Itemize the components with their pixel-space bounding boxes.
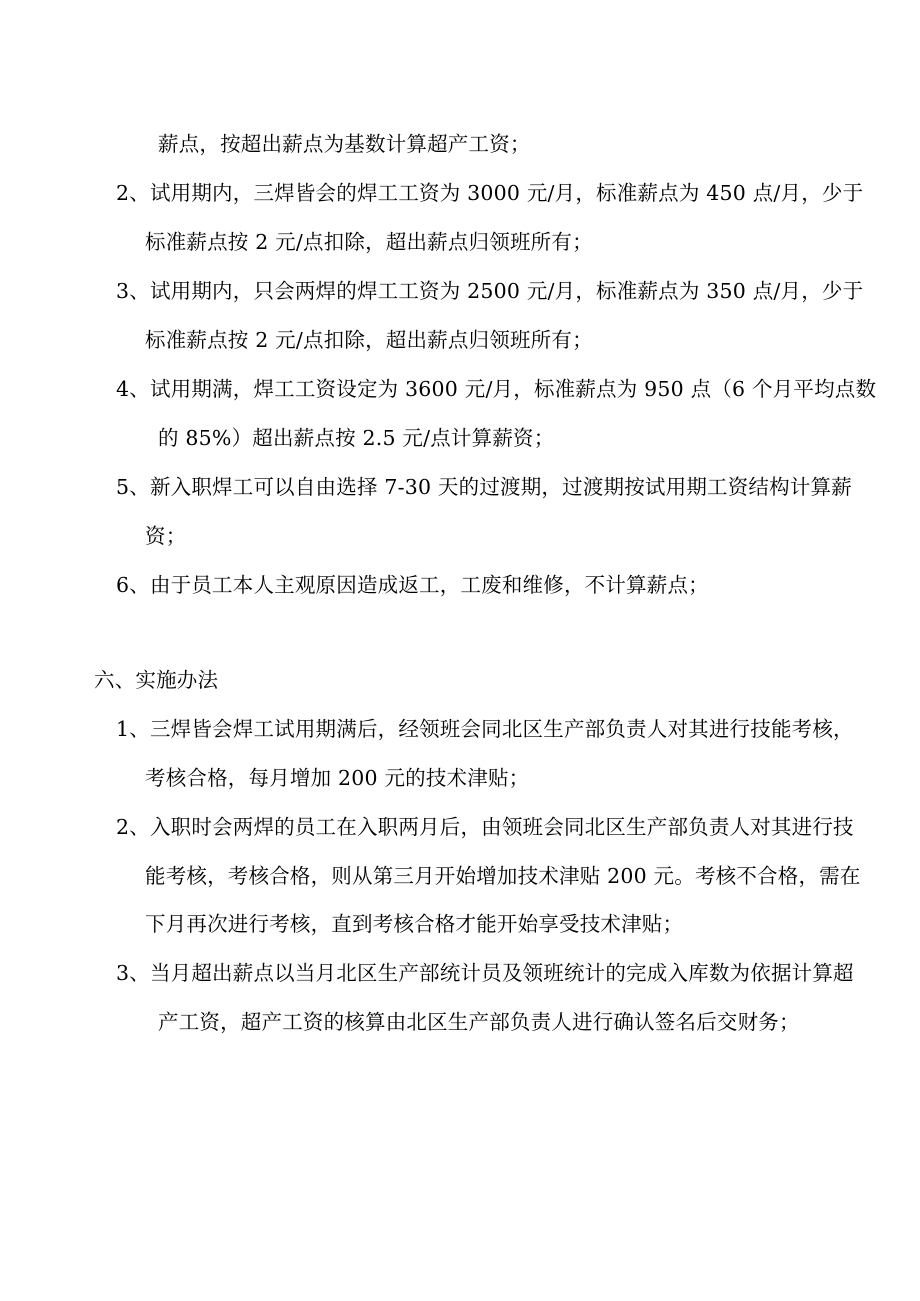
list-item-3: 4、试用期满，焊工工资设定为 3600 元/月，标准薪点为 950 点（6 个月平均点数 [116, 377, 877, 401]
text-line: 的 85%）超出薪点按 2.5 元/点计算薪资； [158, 426, 555, 450]
text-line: 产工资，超产工资的核算由北区生产部负责人进行确认签名后交财务； [158, 1010, 800, 1034]
section-heading: 六、实施办法 [94, 668, 219, 692]
list-item-3: 3、当月超出薪点以当月北区生产部统计员及领班统计的完成入库数为依据计算超 [116, 961, 854, 985]
text-line: 薪点，按超出薪点为基数计算超产工资； [158, 132, 531, 156]
list-item-2: 3、试用期内，只会两焊的焊工工资为 2500 元/月，标准薪点为 350 点/月，少于 [116, 279, 864, 303]
list-item-1: 2、试用期内，三焊皆会的焊工工资为 3000 元/月，标准薪点为 450 点/月，少于 [116, 181, 864, 205]
text-line: 标准薪点按 2 元/点扣除，超出薪点归领班所有； [145, 328, 593, 352]
list-item-5: 6、由于员工本人主观原因造成返工，工废和维修，不计算薪点； [116, 573, 709, 597]
text-line: 下月再次进行考核，直到考核合格才能开始享受技术津贴； [145, 912, 684, 936]
list-item-1: 1、三焊皆会焊工试用期满后，经领班会同北区生产部负责人对其进行技能考核， [116, 717, 854, 741]
text-line: 资； [145, 524, 187, 548]
list-item-2: 2、入职时会两焊的员工在入职两月后，由领班会同北区生产部负责人对其进行技 [116, 815, 854, 839]
text-line: 考核合格，每月增加 200 元的技术津贴； [145, 766, 530, 790]
list-item-4: 5、新入职焊工可以自由选择 7-30 天的过渡期，过渡期按试用期工资结构计算薪 [116, 475, 852, 499]
text-line: 能考核，考核合格，则从第三月开始增加技术津贴 200 元。考核不合格，需在 [145, 864, 861, 888]
text-line: 标准薪点按 2 元/点扣除，超出薪点归领班所有； [145, 230, 593, 254]
